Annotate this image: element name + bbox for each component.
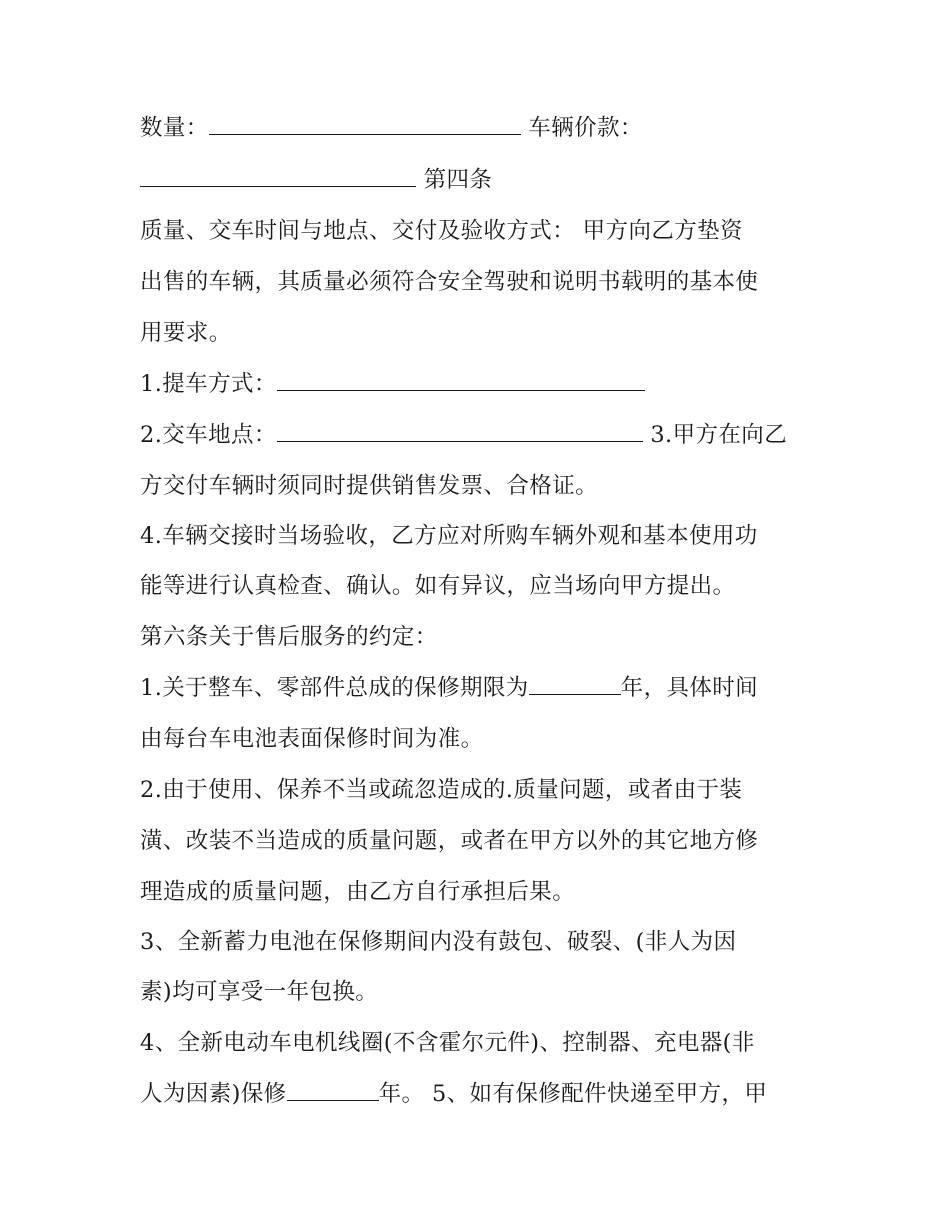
warranty-line-1 — [140, 668, 830, 708]
pickup-method-line — [140, 364, 830, 404]
pickup-method-label: 1.提车方式： — [140, 371, 277, 397]
delivery-place-label: 2.交车地点： — [140, 422, 277, 448]
article-6-title: 第六条关于售后服务的约定： — [140, 624, 438, 650]
item-3-start: 3.甲方在向乙 — [650, 422, 788, 448]
item-4-line-1: 4.车辆交接时当场验收，乙方应对所购车辆外观和基本使用功 — [140, 523, 758, 549]
delivery-place-blank — [277, 417, 643, 442]
item-4-line-2: 能等进行认真检查、确认。如有异议，应当场向甲方提出。 — [140, 573, 736, 599]
motor-line-1: 4、全新电动车电机线圈(不含霍尔元件)、控制器、充电器(非 — [140, 1030, 755, 1056]
motor-line-2 — [140, 1074, 830, 1114]
quantity-label: 数量： — [140, 115, 209, 141]
battery-line-1: 3、全新蓄力电池在保修期间内没有鼓包、破裂、(非人为因 — [140, 929, 737, 955]
battery-line-2: 素)均可享受一年包换。 — [140, 979, 379, 1005]
vehicle-price-blank — [140, 162, 416, 187]
motor-text-end: 年。 5、如有保修配件快递至甲方，甲 — [378, 1081, 768, 1107]
quality-line-2: 出售的车辆，其质量必须符合安全驾驶和说明书载明的基本使 — [140, 269, 759, 295]
misuse-line-3: 理造成的质量问题，由乙方自行承担后果。 — [140, 879, 576, 905]
pickup-method-blank — [277, 366, 645, 391]
quantity-line — [140, 108, 830, 148]
motor-text-start: 人为因素)保修 — [140, 1081, 287, 1107]
motor-years-blank — [287, 1076, 379, 1101]
article-4-title: 第四条 — [423, 167, 493, 193]
warranty-text-end: 年，具体时间 — [620, 675, 759, 701]
warranty-line-2: 由每台车电池表面保修时间为准。 — [140, 726, 484, 752]
quality-line-3: 用要求。 — [140, 320, 232, 346]
misuse-line-1: 2.由于使用、保养不当或疏忽造成的.质量问题，或者由于装 — [140, 777, 743, 803]
warranty-text-start: 1.关于整车、零部件总成的保修期限为 — [140, 675, 529, 701]
vehicle-price-label: 车辆价款： — [528, 115, 643, 141]
quantity-blank — [209, 110, 521, 135]
quality-line-1: 质量、交车时间与地点、交付及验收方式： 甲方向乙方垫资 — [140, 218, 743, 244]
misuse-line-2: 潢、改装不当造成的质量问题，或者在甲方以外的其它地方修 — [140, 828, 759, 854]
delivery-place-line — [140, 415, 830, 455]
warranty-years-blank — [529, 670, 621, 695]
item-3-line-2: 方交付车辆时须同时提供销售发票、合格证。 — [140, 473, 599, 499]
article-4-line — [140, 160, 830, 200]
